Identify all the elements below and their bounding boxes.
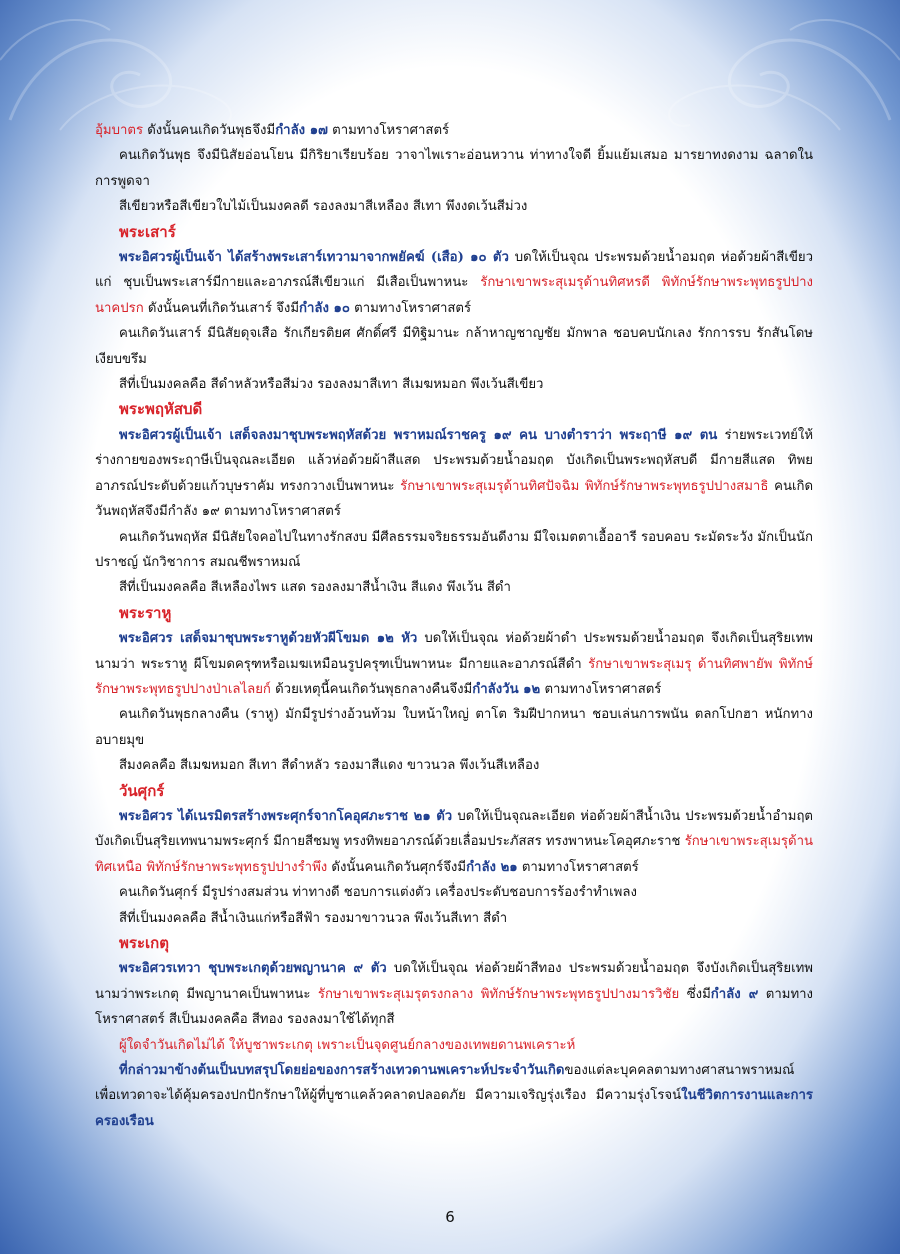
text-run: ซึ่งมี — [679, 986, 711, 1002]
text-run: คนเกิดวันศุกร์ มีรูปร่างสมส่วน ท่าทางดี ชอบการแต่งตัว เครื่องประดับชอบการร้องรำทำเพลง — [119, 885, 637, 901]
text-run: บดให้เป็นจุณ ห่อด้วยผ้าดำ ประพรมด้วยน้ำอมฤต จึงเกิดเป็นสุริยเทพนามว่า พระราหู ผีโขมดครุฑหรือเมฆเหมือนรูปครุฑเป็นพาหนะ มีกายและอาภรณ์สีดำ — [95, 631, 813, 672]
body-paragraph — [95, 118, 813, 143]
text-run: สีมงคลคือ สีเมฆหมอก สีเทา สีดำหลัว รองมาสีแดง ขาวนวล พึงเว้นสีเหลือง — [119, 758, 540, 774]
text-run: สีที่เป็นมงคลคือ สีเหลืองไพร แสด รองลงมาสีน้ำเงิน สีแดง พึงเว้น สีดำ — [119, 580, 511, 596]
text-run: พระพฤหัสบดี — [119, 400, 203, 419]
body-paragraph — [95, 906, 813, 931]
section-heading — [95, 779, 813, 804]
text-run: คนเกิดวันพุธกลางคืน (ราหู) มักมีรูปร่างอ้วนท้วม ใบหน้าใหญ่ ตาโต ริมฝีปากหนา ชอบเล่นการพนัน ตลกโปกฮา หนักทางอบายมุข — [95, 707, 813, 748]
body-paragraph — [95, 1058, 813, 1134]
body-paragraph — [95, 143, 813, 194]
text-run: บดให้เป็นจุณ ประพรมด้วยน้ำอมฤต ห่อด้วยผ้าสีเขียวแก่ ชุบเป็นพระเสาร์มีกายและอาภรณ์สีเขียวแก่ มีเสือเป็นพาหนะ — [95, 250, 813, 291]
highlight-red-text: รักษาเขาพระสุเมรุ ด้านทิศพายัพ พิทักษ์รักษาพระพุทธรูปปางป่าเลไลยก์ — [95, 656, 813, 697]
body-paragraph — [95, 804, 813, 880]
highlight-blue-text: พระอิศวรเทวา ชุบพระเกตุด้วยพญานาค ๙ ตัว — [119, 961, 387, 977]
body-paragraph — [95, 245, 813, 321]
body-paragraph — [95, 423, 813, 525]
body-paragraph — [95, 194, 813, 219]
text-run: สีที่เป็นมงคลคือ สีดำหลัวหรือสีม่วง รองลงมาสีเทา สีเมฆหมอก พึงเว้นสีเขียว — [119, 377, 544, 393]
document-body — [95, 118, 813, 1134]
text-run: สีเขียวหรือสีเขียวใบไม้เป็นมงคลดี รองลงมาสีเหลือง สีเทา พึงงดเว้นสีม่วง — [119, 199, 528, 215]
highlight-blue-text: พระอิศวร ได้เนรมิตรสร้างพระศุกร์จากโคอุศภะราช ๒๑ ตัว — [119, 808, 453, 824]
text-run: ร่ายพระเวทย์ให้ร่างกายของพระฤาษีเป็นจุณละเอียด แล้วห่อด้วยผ้าสีแสด ประพรมด้วยน้ำอมฤต บังเกิดเป็นพระพฤหัสบดี มีกายสีแสด ทิพยอาภรณ์ประดับด้วยแก้วบุษราคัม ทรงกวางเป็นพาหนะ — [95, 427, 814, 494]
text-run: ตามทางโหราศาสตร์ — [540, 681, 662, 697]
text-run: วันศุกร์ — [119, 781, 165, 800]
text-run: ตามทางโหราศาสตร์ — [327, 123, 450, 138]
body-paragraph — [95, 575, 813, 600]
body-paragraph — [95, 880, 813, 905]
text-run: สีที่เป็นมงคลคือ สีน้ำเงินแก่หรือสีฟ้า รองมาขาวนวล พึงเว้นสีเทา สีดำ — [119, 910, 508, 926]
highlight-red-text: รักษาเขาพระสุเมรุด้านทิศหรดี พิทักษ์รักษาพระพุทธรูปปางนาคปรก — [95, 275, 813, 316]
page-number: 6 — [445, 1208, 455, 1226]
body-paragraph — [95, 626, 813, 702]
highlight-blue-text: พระอิศวร เสด็จมาชุบพระราหูด้วยหัวผีโขมด ๑๒ หัว — [119, 631, 418, 647]
highlight-blue-text: กำลัง ๑๗ — [275, 123, 328, 138]
text-run: บดให้เป็นจุณ ห่อด้วยผ้าสีทอง ประพรมด้วยน้ำอมฤต จึงบังเกิดเป็นสุริยเทพนามว่าพระเกตุ มีพญานาคเป็นพาหนะ — [95, 961, 814, 1002]
text-run: คนเกิดวันเสาร์ มีนิสัยดุจเสือ รักเกียรติยศ ศักดิ์ศรี มีทิฐิมานะ กล้าหาญชาญชัย มักพาล ชอบคบนักเลง รักการรบ รักสันโดษ เงียบขรึม — [95, 326, 813, 367]
text-run: ตามทางโหราศาสตร์ — [517, 859, 639, 875]
body-paragraph — [95, 1033, 813, 1058]
highlight-red-text: รักษาเขาพระสุเมรุด้านทิศปัจฉิม พิทักษ์รักษาพระพุทธรูปปางสมาธิ — [400, 478, 769, 494]
highlight-blue-text: ในชีวิตการงานและการครองเรือน — [95, 1088, 813, 1129]
body-paragraph — [95, 702, 813, 753]
body-paragraph — [95, 525, 813, 576]
text-run: พระราหู — [119, 603, 172, 622]
text-run: คนเกิดวันพุธ จึงมีนิสัยอ่อนโยน มีกิริยาเรียบร้อย วาจาไพเราะอ่อนหวาน ท่าทางใจดี ยิ้มแย้มเสมอ มารยาทงดงาม ฉลาดในการพูดจา — [95, 148, 813, 189]
text-run: ดังนั้นคนที่เกิดวันเสาร์ จึงมี — [143, 300, 300, 316]
highlight-blue-text: กำลัง ๑๐ — [299, 300, 350, 316]
section-heading — [95, 931, 813, 956]
text-run: ดังนั้นคนเกิดวันพุธจึงมี — [143, 123, 276, 138]
text-run: คนเกิดวันพฤหัสจึงมีกำลัง ๑๙ ตามทางโหราศาสตร์ — [95, 478, 814, 520]
body-paragraph — [95, 321, 813, 372]
text-run: คนเกิดวันพฤหัส มีนิสัยใจคอไปในทางรักสงบ มีศีลธรรมจริยธรรมอันดีงาม มีใจเมตตาเอื้ออารี รอบคอบ ระมัดระวัง มักเป็นนักปราชญ์ นักวิชาการ สมณชีพราหมณ์ — [95, 529, 813, 570]
highlight-blue-text: ที่กล่าวมาข้างต้นเป็นบทสรุปโดยย่อของการสร้างเทวดานพเคราะห์ประจำวันเกิด — [119, 1063, 565, 1079]
section-heading — [95, 601, 813, 626]
text-run: พระเสาร์ — [119, 222, 176, 241]
highlight-blue-text: พระอิศวรผู้เป็นเจ้า ได้สร้างพระเสาร์เทวามาจากพยัคฆ์ (เสือ) ๑๐ ตัว — [119, 250, 509, 266]
highlight-red-text: อุ้มบาตร — [95, 123, 144, 138]
section-heading — [95, 220, 813, 245]
section-heading — [95, 397, 813, 422]
highlight-blue-text: กำลัง ๒๑ — [466, 859, 518, 875]
highlight-blue-text: กำลังวัน ๑๒ — [472, 681, 541, 697]
text-run: พระเกตุ — [119, 934, 169, 952]
body-paragraph — [95, 372, 813, 397]
highlight-red-text: ผู้ใดจำวันเกิดไม่ได้ ให้บูชาพระเกตุ เพราะเป็นจุดศูนย์กลางของเทพยดานพเคราะห์ — [119, 1037, 576, 1053]
text-run: ด้วยเหตุนี้คนเกิดวันพุธกลางคืนจึงมี — [270, 681, 473, 697]
highlight-red-text: รักษาเขาพระสุเมรุด้านทิศเหนือ พิทักษ์รักษาพระพุทธรูปปางรำพึง — [95, 834, 813, 875]
text-run: ตามทางโหราศาสตร์ — [349, 300, 472, 316]
text-run: ของแต่ละบุคคลตามทางศาสนาพราหมณ์ เพื่อเทวดาจะได้คุ้มครองปกปักรักษาให้ผู้ที่บูชาแคล้วคลาดปลอดภัย มีความเจริญรุ่งเรือง มีความรุ่งโรจน์ — [95, 1063, 795, 1104]
body-paragraph — [95, 753, 813, 778]
highlight-blue-text: พระอิศวรผู้เป็นเจ้า เสด็จลงมาชุบพระพฤหัสด้วย พราหมณ์ราชครู ๑๙ คน บางตำราว่า พระฤาษี ๑๙ ตน — [119, 427, 718, 443]
body-paragraph — [95, 956, 813, 1032]
highlight-blue-text: กำลัง ๙ — [710, 986, 759, 1002]
text-run: ดังนั้นคนเกิดวันศุกร์จึงมี — [327, 859, 467, 875]
text-run: ตามทางโหราศาสตร์ สีเป็นมงคลคือ สีทอง รองลงมาใช้ได้ทุกสี — [95, 986, 813, 1028]
highlight-red-text: รักษาเขาพระสุเมรุตรงกลาง พิทักษ์รักษาพระพุทธรูปปางมารวิชัย — [317, 986, 680, 1002]
text-run: บดให้เป็นจุณละเอียด ห่อด้วยผ้าสีน้ำเงิน ประพรมด้วยน้ำอำมฤต บังเกิดเป็นสุริยเทพนามพระศุกร์ มีกายสีชมพู ทรงทิพยอาภรณ์ด้วยเลื่อมประภัสสร ทรงพาหนะโคอุศภะราช — [95, 808, 813, 850]
